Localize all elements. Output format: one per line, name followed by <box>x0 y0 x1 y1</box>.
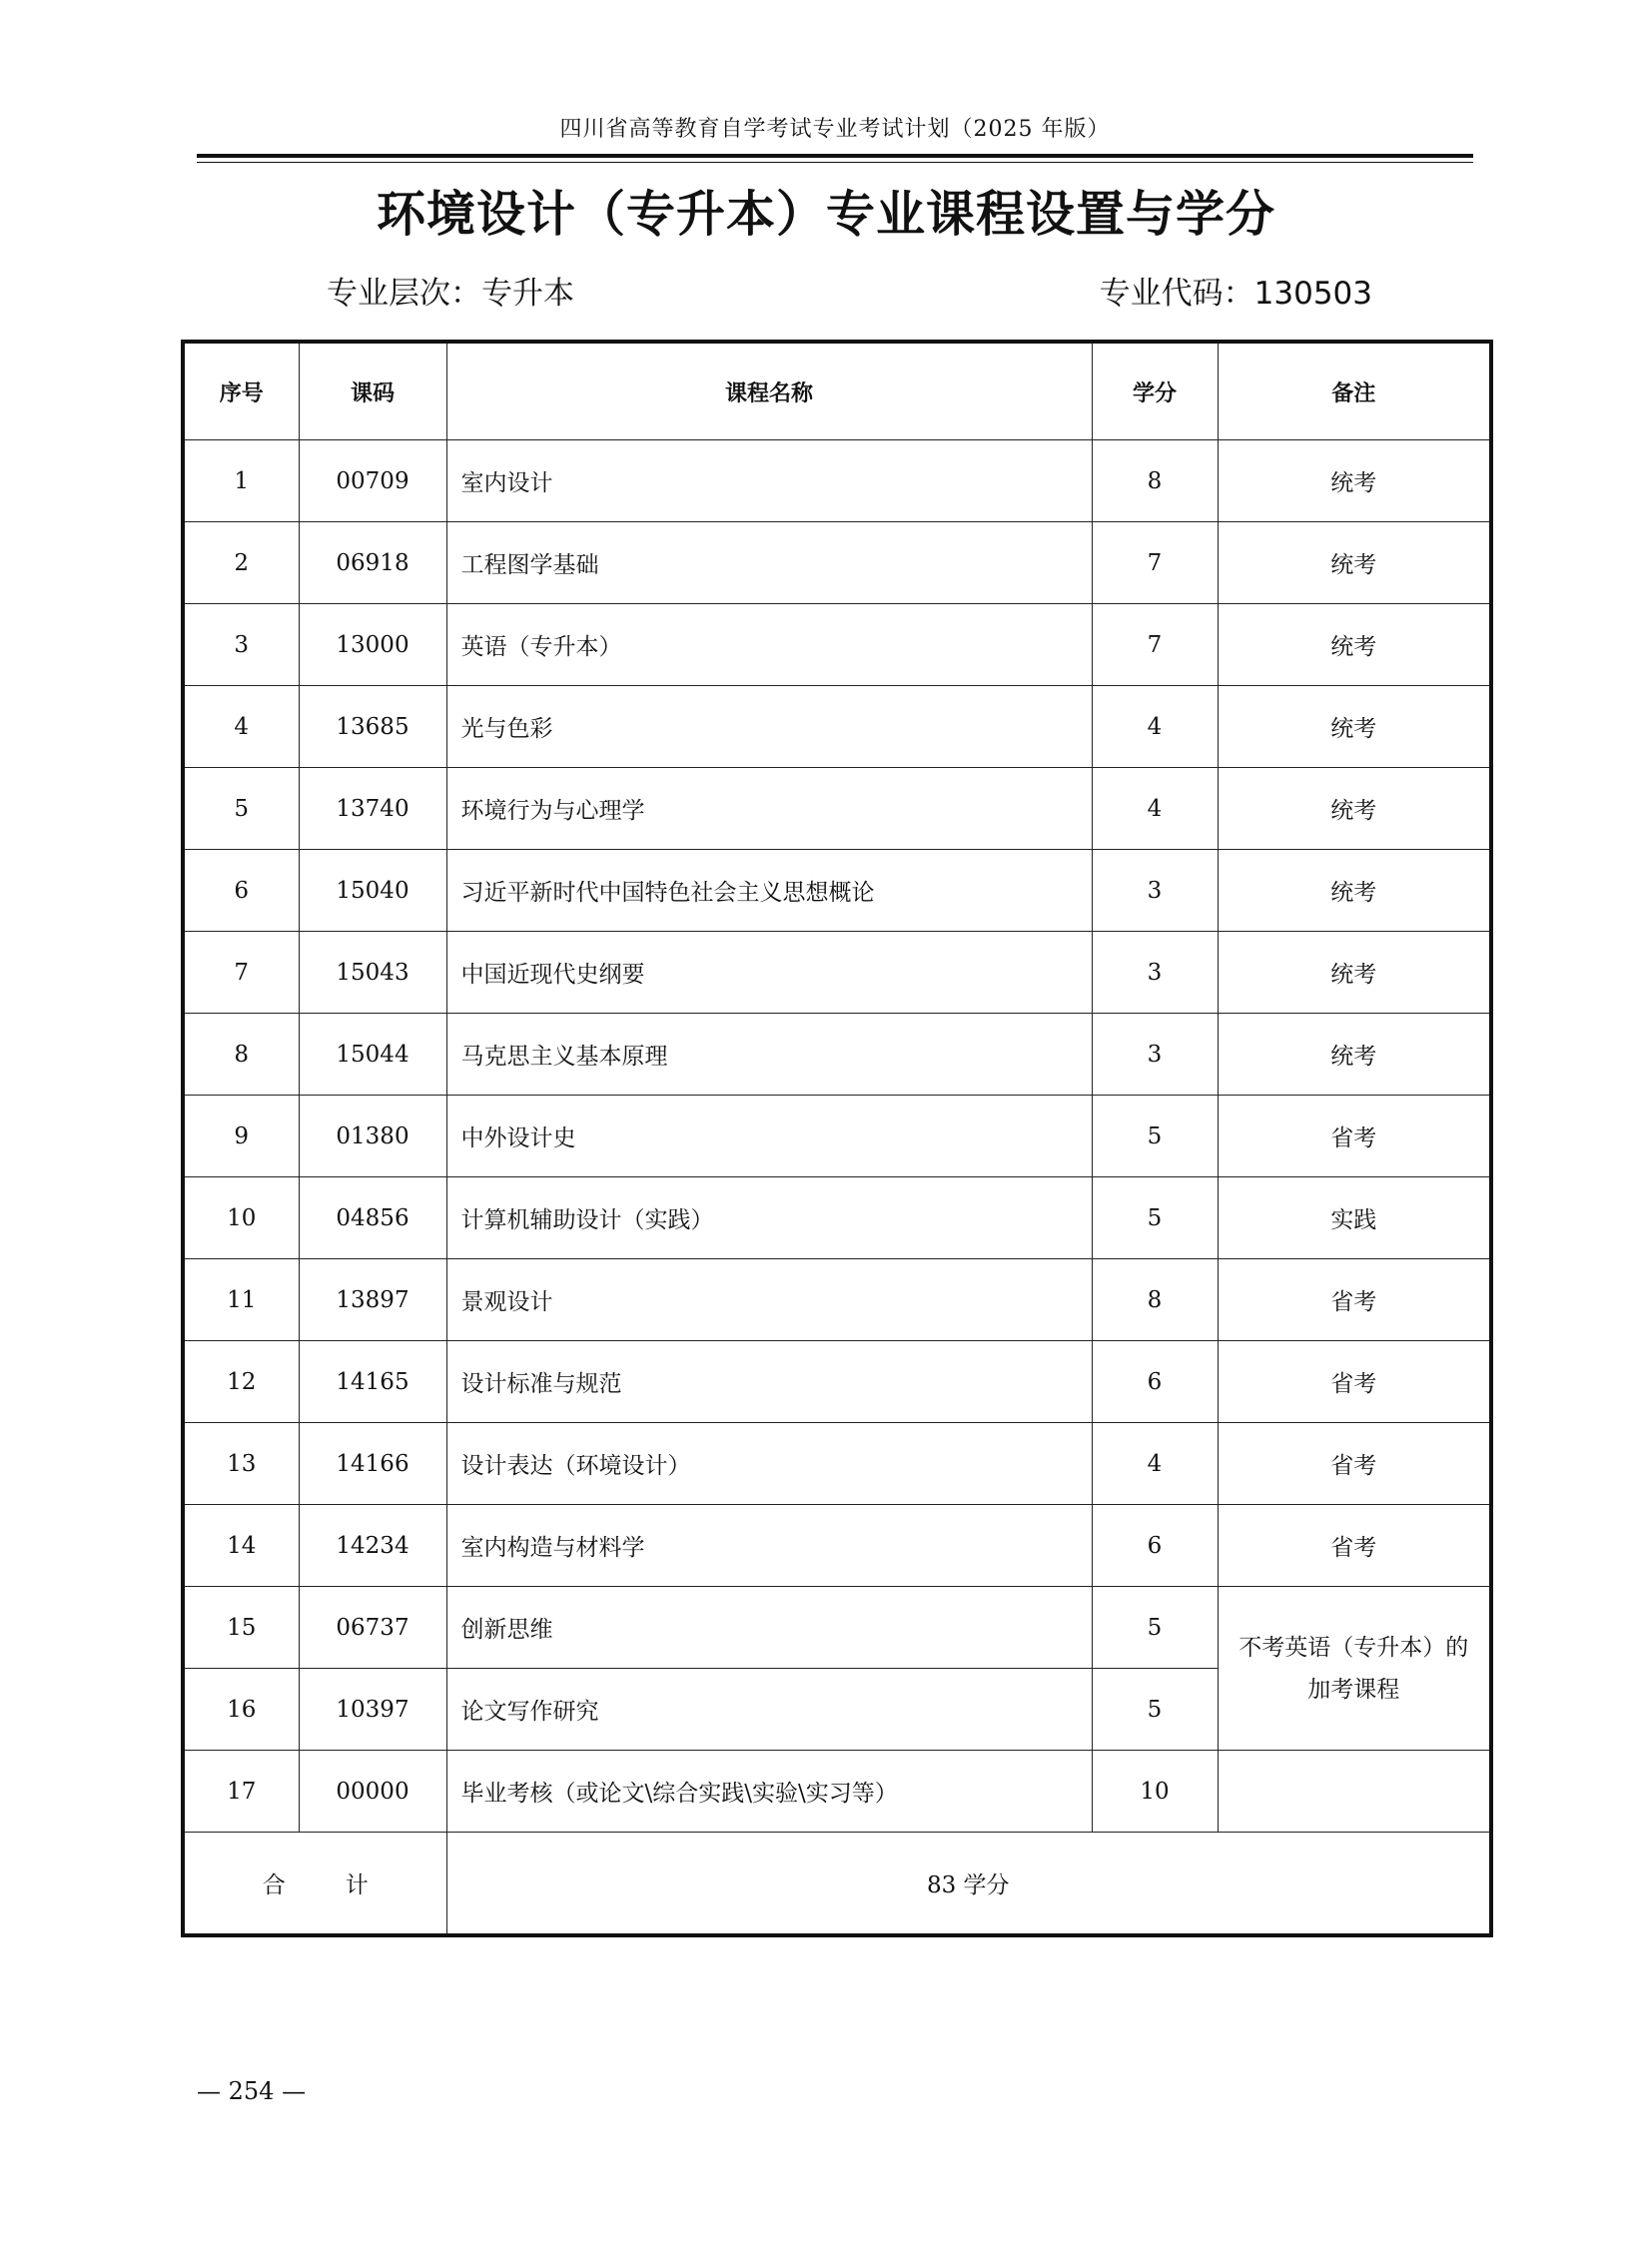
cell-note-merged <box>1218 1587 1491 1751</box>
cell-no: 1 <box>183 440 299 522</box>
cell-code: 14234 <box>299 1505 446 1587</box>
cell-code: 06737 <box>299 1587 446 1669</box>
page-number: — 254 — <box>197 2077 307 2105</box>
cell-credits: 4 <box>1092 768 1218 850</box>
cell-no: 15 <box>183 1587 299 1669</box>
cell-name: 环境行为与心理学 <box>446 768 1092 850</box>
cell-name: 论文写作研究 <box>446 1669 1092 1751</box>
cell-note: 省考 <box>1218 1505 1491 1587</box>
cell-no: 5 <box>183 768 299 850</box>
cell-no: 11 <box>183 1259 299 1341</box>
cell-credits: 7 <box>1092 522 1218 604</box>
header-rule-thin <box>197 162 1473 163</box>
cell-no: 13 <box>183 1423 299 1505</box>
cell-code: 14166 <box>299 1423 446 1505</box>
cell-code: 15043 <box>299 932 446 1014</box>
cell-note: 统考 <box>1218 686 1491 768</box>
cell-note: 省考 <box>1218 1423 1491 1505</box>
cell-name: 创新思维 <box>446 1587 1092 1669</box>
cell-credits: 8 <box>1092 1259 1218 1341</box>
cell-credits: 10 <box>1092 1751 1218 1833</box>
column-header-note: 备注 <box>1218 342 1491 440</box>
cell-code: 13897 <box>299 1259 446 1341</box>
table-row <box>183 686 1491 768</box>
cell-credits: 6 <box>1092 1341 1218 1423</box>
cell-note: 统考 <box>1218 932 1491 1014</box>
header-rule-thick <box>197 154 1473 158</box>
cell-note: 统考 <box>1218 850 1491 932</box>
total-value: 83 学分 <box>446 1833 1491 1936</box>
cell-no: 2 <box>183 522 299 604</box>
cell-credits: 4 <box>1092 1423 1218 1505</box>
merged-note-line-1: 不考英语（专升本）的 <box>1239 1634 1469 1661</box>
cell-code: 13000 <box>299 604 446 686</box>
cell-credits: 4 <box>1092 686 1218 768</box>
cell-credits: 8 <box>1092 440 1218 522</box>
table-row <box>183 1177 1491 1259</box>
cell-code: 15040 <box>299 850 446 932</box>
column-header-credits: 学分 <box>1092 342 1218 440</box>
total-row <box>183 1833 1491 1936</box>
cell-credits: 5 <box>1092 1096 1218 1177</box>
cell-code: 00000 <box>299 1751 446 1833</box>
cell-note: 统考 <box>1218 604 1491 686</box>
cell-no: 17 <box>183 1751 299 1833</box>
cell-note: 统考 <box>1218 1014 1491 1096</box>
cell-code: 06918 <box>299 522 446 604</box>
cell-code: 14165 <box>299 1341 446 1423</box>
cell-code: 13740 <box>299 768 446 850</box>
cell-code: 10397 <box>299 1669 446 1751</box>
cell-credits: 5 <box>1092 1177 1218 1259</box>
running-header: 四川省高等教育自学考试专业考试计划（2025 年版） <box>559 117 1111 142</box>
cell-note: 省考 <box>1218 1341 1491 1423</box>
cell-note: 省考 <box>1218 1259 1491 1341</box>
cell-name: 室内设计 <box>446 440 1092 522</box>
cell-name: 光与色彩 <box>446 686 1092 768</box>
column-header-no: 序号 <box>183 342 299 440</box>
table-row <box>183 1751 1491 1833</box>
table-row <box>183 522 1491 604</box>
total-label: 合计 <box>183 1833 446 1936</box>
table-row <box>183 1341 1491 1423</box>
cell-credits: 3 <box>1092 932 1218 1014</box>
cell-no: 9 <box>183 1096 299 1177</box>
cell-code: 04856 <box>299 1177 446 1259</box>
cell-credits: 5 <box>1092 1587 1218 1669</box>
cell-note: 统考 <box>1218 522 1491 604</box>
cell-name: 习近平新时代中国特色社会主义思想概论 <box>446 850 1092 932</box>
major-level: 专业层次：专升本 <box>327 276 574 312</box>
table-row <box>183 1587 1491 1669</box>
cell-name: 设计表达（环境设计） <box>446 1423 1092 1505</box>
table-row <box>183 440 1491 522</box>
page-title: 环境设计（专升本）专业课程设置与学分 <box>376 186 1275 243</box>
cell-no: 16 <box>183 1669 299 1751</box>
merged-note-line-2: 加考课程 <box>1307 1676 1400 1703</box>
cell-name: 马克思主义基本原理 <box>446 1014 1092 1096</box>
cell-no: 7 <box>183 932 299 1014</box>
cell-name: 计算机辅助设计（实践） <box>446 1177 1092 1259</box>
table-row <box>183 768 1491 850</box>
cell-name: 室内构造与材料学 <box>446 1505 1092 1587</box>
cell-no: 8 <box>183 1014 299 1096</box>
table-row <box>183 1014 1491 1096</box>
cell-note: 实践 <box>1218 1177 1491 1259</box>
table-row <box>183 850 1491 932</box>
cell-note: 省考 <box>1218 1096 1491 1177</box>
course-table <box>181 340 1493 1937</box>
cell-name: 工程图学基础 <box>446 522 1092 604</box>
table-header-row <box>183 342 1491 440</box>
column-header-code: 课码 <box>299 342 446 440</box>
cell-code: 15044 <box>299 1014 446 1096</box>
cell-no: 10 <box>183 1177 299 1259</box>
cell-name: 英语（专升本） <box>446 604 1092 686</box>
cell-credits: 3 <box>1092 850 1218 932</box>
cell-note: 统考 <box>1218 768 1491 850</box>
table-row <box>183 1259 1491 1341</box>
cell-name: 景观设计 <box>446 1259 1092 1341</box>
cell-note <box>1218 1751 1491 1833</box>
cell-credits: 3 <box>1092 1014 1218 1096</box>
cell-name: 设计标准与规范 <box>446 1341 1092 1423</box>
cell-no: 12 <box>183 1341 299 1423</box>
table-row <box>183 1096 1491 1177</box>
table-row <box>183 1505 1491 1587</box>
cell-code: 13685 <box>299 686 446 768</box>
cell-name: 中外设计史 <box>446 1096 1092 1177</box>
cell-no: 6 <box>183 850 299 932</box>
cell-name: 毕业考核（或论文\综合实践\实验\实习等） <box>446 1751 1092 1833</box>
cell-credits: 5 <box>1092 1669 1218 1751</box>
column-header-name: 课程名称 <box>446 342 1092 440</box>
table-row <box>183 1423 1491 1505</box>
cell-code: 01380 <box>299 1096 446 1177</box>
cell-credits: 7 <box>1092 604 1218 686</box>
table-row <box>183 932 1491 1014</box>
table-row <box>183 604 1491 686</box>
cell-code: 00709 <box>299 440 446 522</box>
cell-no: 14 <box>183 1505 299 1587</box>
major-code: 专业代码：130503 <box>1099 276 1372 312</box>
cell-no: 4 <box>183 686 299 768</box>
cell-no: 3 <box>183 604 299 686</box>
cell-note: 统考 <box>1218 440 1491 522</box>
cell-name: 中国近现代史纲要 <box>446 932 1092 1014</box>
cell-credits: 6 <box>1092 1505 1218 1587</box>
